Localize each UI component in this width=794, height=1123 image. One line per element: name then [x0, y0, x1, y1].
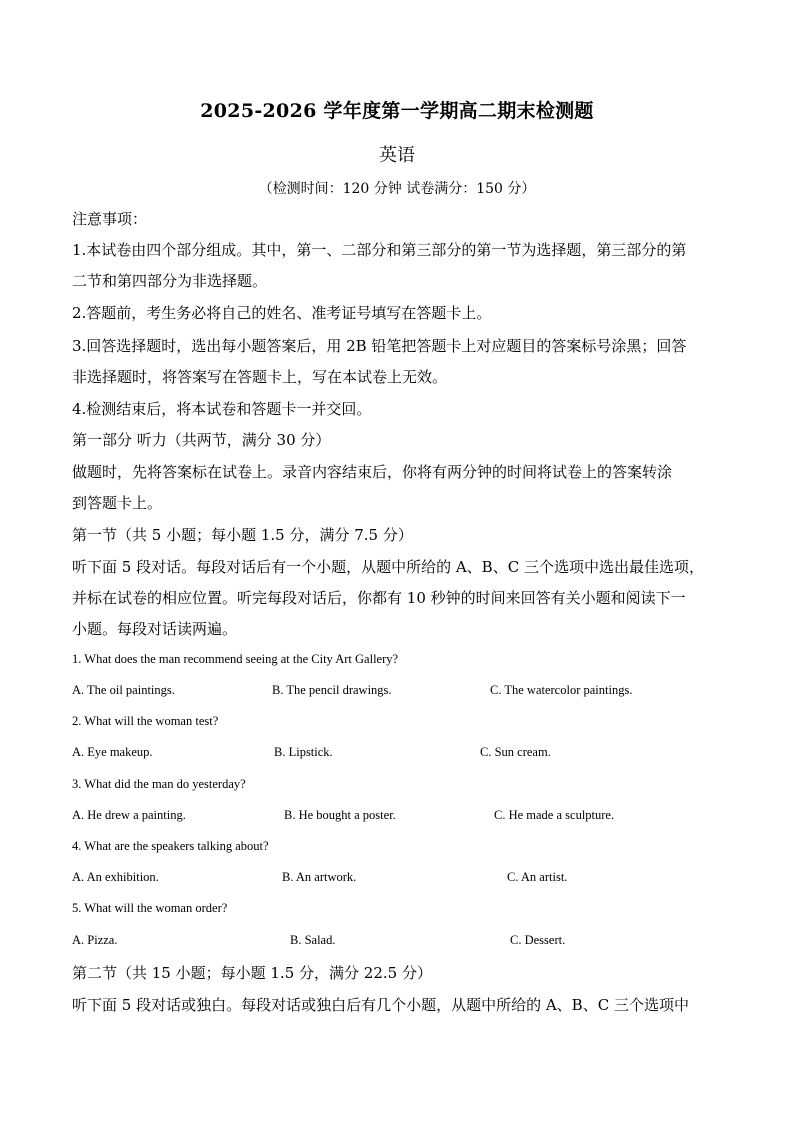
- question-4: 4. What are the speakers talking about?: [72, 839, 269, 853]
- section1-instruction-line-2: 并标在试卷的相应位置。听完每段对话后，你都有 10 秒钟的时间来回答有关小题和阅读下一: [72, 589, 686, 607]
- notice-item-4: 4.检测结束后，将本试卷和答题卡一并交回。: [72, 400, 372, 418]
- question-2-option-a: A. Eye makeup.: [72, 745, 153, 759]
- notice-item-1-line-1: 1.本试卷由四个部分组成。其中，第一、二部分和第三部分的第一节为选择题，第三部分的第: [72, 241, 687, 259]
- question-1-option-b: B. The pencil drawings.: [272, 683, 392, 697]
- part1-heading: 第一部分 听力（共两节，满分 30 分）: [72, 431, 331, 449]
- question-1-option-c: C. The watercolor paintings.: [490, 683, 633, 697]
- question-5-option-c: C. Dessert.: [510, 933, 566, 947]
- question-1: 1. What does the man recommend seeing at the City Art Gallery?: [72, 652, 399, 666]
- notice-item-3-line-1: 3.回答选择题时，选出每小题答案后，用 2B 铅笔把答题卡上对应题目的答案标号涂黑；回答: [72, 337, 687, 355]
- section1-instruction-line-1: 听下面 5 段对话。每段对话后有一个小题，从题中所给的 A、B、C 三个选项中选出最佳选项，: [72, 558, 704, 576]
- exam-title: 2025-2026 学年度第一学期高二期末检测题: [200, 100, 594, 122]
- section2-heading: 第二节（共 15 小题；每小题 1.5 分，满分 22.5 分）: [72, 964, 432, 982]
- subject-heading: 英语: [379, 145, 415, 166]
- question-5: 5. What will the woman order?: [72, 901, 228, 915]
- question-2-option-c: C. Sun cream.: [480, 745, 551, 759]
- question-3-option-a: A. He drew a painting.: [72, 808, 186, 822]
- question-5-option-b: B. Salad.: [290, 933, 336, 947]
- notice-item-2: 2.答题前，考生务必将自己的姓名、准考证号填写在答题卡上。: [72, 304, 492, 322]
- question-1-option-a: A. The oil paintings.: [72, 683, 175, 697]
- question-4-option-a: A. An exhibition.: [72, 870, 159, 884]
- part1-instruction-line-1: 做题时，先将答案标在试卷上。录音内容结束后，你将有两分钟的时间将试卷上的答案转涂: [72, 463, 673, 481]
- question-2: 2. What will the woman test?: [72, 714, 219, 728]
- question-2-option-b: B. Lipstick.: [274, 745, 333, 759]
- question-4-option-c: C. An artist.: [507, 870, 568, 884]
- section1-heading: 第一节（共 5 小题；每小题 1.5 分，满分 7.5 分）: [72, 526, 413, 544]
- notice-heading: 注意事项：: [72, 210, 148, 228]
- notice-item-3-line-2: 非选择题时，将答案写在答题卡上，写在本试卷上无效。: [72, 368, 448, 386]
- question-3-option-c: C. He made a sculpture.: [494, 808, 615, 822]
- section2-instruction-line-1: 听下面 5 段对话或独白。每段对话或独白后有几个小题，从题中所给的 A、B、C 三个选项中: [72, 996, 689, 1014]
- question-3: 3. What did the man do yesterday?: [72, 777, 246, 791]
- question-5-option-a: A. Pizza.: [72, 933, 118, 947]
- question-4-option-b: B. An artwork.: [282, 870, 357, 884]
- notice-item-1-line-2: 二节和第四部分为非选择题。: [72, 272, 268, 290]
- part1-instruction-line-2: 到答题卡上。: [72, 494, 163, 512]
- question-3-option-b: B. He bought a poster.: [284, 808, 396, 822]
- section1-instruction-line-3: 小题。每段对话读两遍。: [72, 620, 238, 638]
- exam-info: （检测时间：120 分钟 试卷满分：150 分）: [258, 181, 536, 197]
